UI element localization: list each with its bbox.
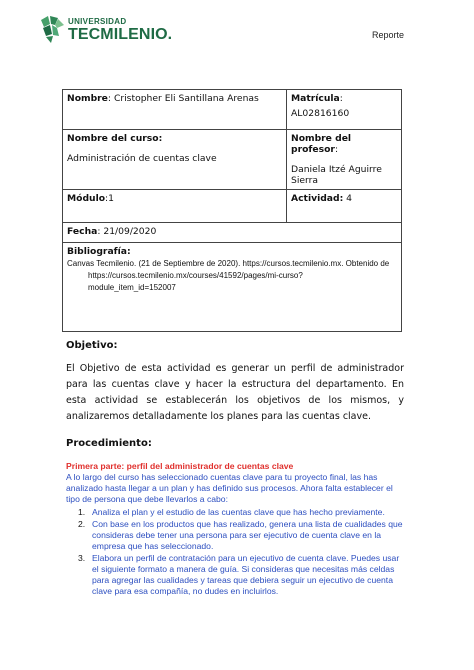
matricula-value: AL02816160 xyxy=(291,108,350,119)
fecha-cell xyxy=(63,223,402,243)
page-header xyxy=(0,0,474,60)
curso-label: Nombre del curso: xyxy=(67,133,163,144)
nombre-value: : Cristopher Eli Santillana Arenas xyxy=(107,93,259,104)
tecmilenio-logo xyxy=(38,14,188,48)
actividad-value: 4 xyxy=(343,193,353,204)
modulo-label: Módulo xyxy=(67,193,106,204)
part-one-intro: A lo largo del curso has seleccionado cuentas clave para tu proyecto final, las has analizado hasta llegar a un plan y has definido sus procesos. Ahora falta establecer el tipo de persona que debe llevarlos a cabo: xyxy=(66,472,393,504)
table-row xyxy=(63,223,402,243)
actividad-cell xyxy=(287,190,402,223)
logo-text-small: UNIVERSIDAD xyxy=(68,17,127,26)
objetivo-heading: Objetivo: xyxy=(66,340,118,351)
bibliografia-entry xyxy=(67,258,397,294)
logo-text-big: TECMILENIO. xyxy=(68,26,173,43)
profesor-cell xyxy=(287,130,402,190)
profesor-colon: : xyxy=(334,144,339,155)
task-text: Elabora un perfil de contratación para un ejecutivo de cuenta clave. Puedes usar el siguiente formato a manera de guía. Si consideras que necesitas más celdas para agregar las cualidades y tareas que debiera seguir un ejecutivo de cuenta clave para esa compañía, no dudes en incluirlos. xyxy=(92,553,400,596)
leaf-logo-icon xyxy=(38,14,66,44)
task-number: 2. xyxy=(78,519,86,529)
bibliografia-label: Bibliografía: xyxy=(67,246,131,257)
bibliografia-line-2: https://cursos.tecmilenio.mx/courses/41592/pages/mi-curso? xyxy=(88,271,303,280)
table-row xyxy=(63,130,402,190)
list-item xyxy=(66,507,404,518)
table-row xyxy=(63,190,402,223)
report-label: Reporte xyxy=(372,30,405,40)
table-row xyxy=(63,90,402,130)
nombre-label: Nombre xyxy=(67,93,108,104)
modulo-value: :1 xyxy=(105,193,114,204)
task-text: Con base en los productos que has realizado, genera una lista de cualidades que consideras debe tener una persona para ser ejecutivo de cuenta clave en la empresa que has seleccionado. xyxy=(92,519,403,551)
task-text: Analiza el plan y el estudio de las cuentas clave que has hecho previamente. xyxy=(92,507,385,517)
task-number: 1. xyxy=(78,507,86,517)
fecha-label: Fecha xyxy=(67,226,98,237)
student-info-table xyxy=(62,89,402,332)
matricula-cell xyxy=(287,90,402,130)
nombre-cell xyxy=(63,90,287,130)
document-body xyxy=(66,340,404,598)
matricula-colon: : xyxy=(339,93,343,104)
part-one-title: Primera parte: perfil del administrador de cuentas clave xyxy=(66,461,294,471)
task-list xyxy=(66,507,404,597)
matricula-label: Matrícula xyxy=(291,93,340,104)
actividad-label: Actividad: xyxy=(291,193,344,204)
table-row xyxy=(63,243,402,332)
modulo-cell xyxy=(63,190,287,223)
objetivo-paragraph: El Objetivo de esta actividad es generar un perfil de administrador para las cuentas clave y hacer la estructura del departamento. En esta actividad se establecerán los objetivos de los mismos, y analizaremos detalladamente los planes para las cuentas clave. xyxy=(66,363,404,422)
curso-value: Administración de cuentas clave xyxy=(67,153,217,164)
curso-cell xyxy=(63,130,287,190)
profesor-label: Nombre del profesor xyxy=(291,133,352,155)
fecha-value: : 21/09/2020 xyxy=(97,226,157,237)
list-item xyxy=(66,553,404,597)
bibliografia-line-3: module_item_id=152007 xyxy=(88,283,176,292)
task-number: 3. xyxy=(78,553,86,563)
list-item xyxy=(66,519,404,552)
profesor-value: Daniela Itzé Aguirre Sierra xyxy=(291,164,382,186)
procedimiento-heading: Procedimiento: xyxy=(66,438,152,449)
bibliografia-line-1: Canvas Tecmilenio. (21 de Septiembre de 2020). https://cursos.tecmilenio.mx. Obtenido de xyxy=(67,259,390,268)
bibliografia-cell xyxy=(63,243,402,332)
